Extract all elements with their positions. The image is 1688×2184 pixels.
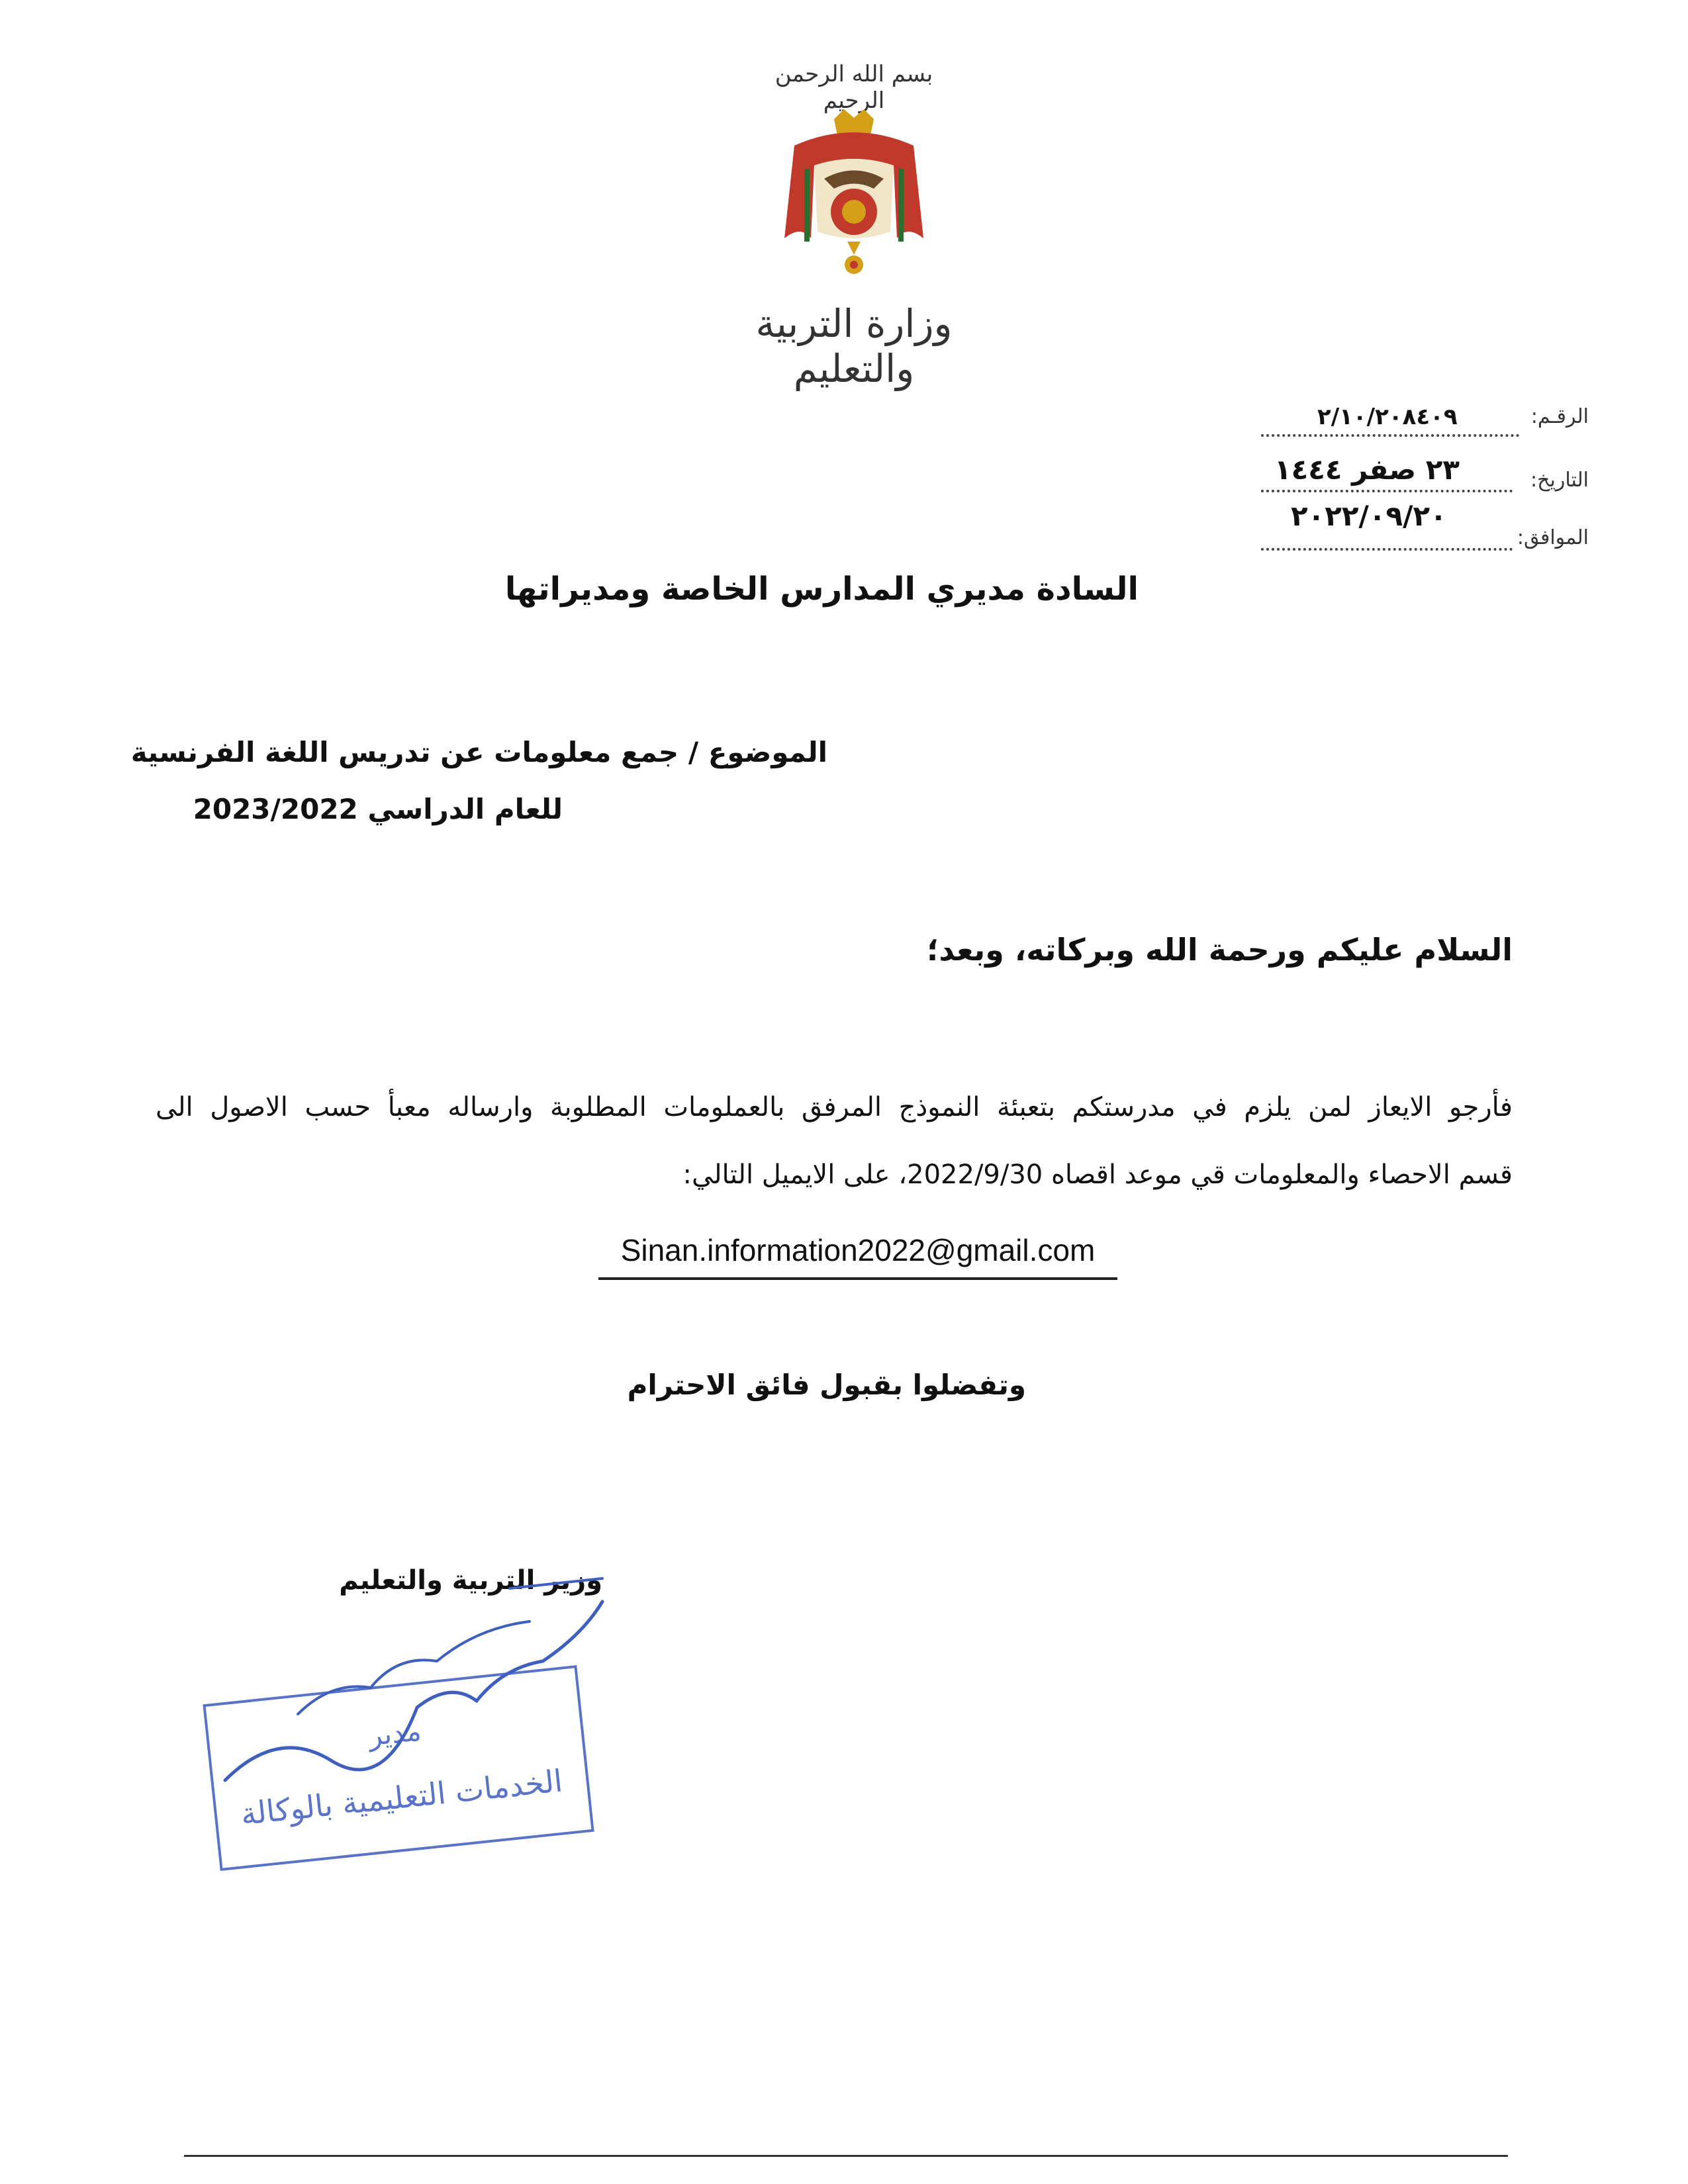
- hijri-date-value: ٢٣ صفر ١٤٤٤: [1274, 453, 1460, 486]
- gregorian-date-dots: [1261, 548, 1513, 551]
- closing-line: وتفضلوا بقبول فائق الاحترام: [627, 1369, 1026, 1401]
- signatory-title: وزير التربية والتعليم: [339, 1565, 602, 1596]
- stamp-title: مدير: [367, 1714, 423, 1752]
- reference-number-dots: [1261, 434, 1519, 437]
- ministry-name: وزارة التربية والتعليم: [755, 301, 953, 391]
- reference-number-value: ٢/١٠/٢٠٨٤٠٩: [1317, 404, 1458, 430]
- footer-divider: [184, 2155, 1508, 2157]
- greeting: السلام عليكم ورحمة الله وبركاته، وبعد؛: [927, 932, 1513, 968]
- date-label: التاريخ:: [1530, 469, 1589, 492]
- gregorian-date-value: ٢٠٢٢/٠٩/٢٠: [1291, 500, 1447, 532]
- recipient-line: السادة مديري المدارس الخاصة ومديراتها: [504, 570, 1139, 608]
- subject-line: الموضوع / جمع معلومات عن تدريس اللغة الفرنسية: [130, 736, 827, 768]
- body-paragraph-line1: فأرجو الايعاز لمن يلزم في مدرستكم بتعبئة النموذج المرفق بالعملومات المطلوبة وارساله معبأ حسب الاصول الى: [156, 1092, 1513, 1122]
- gregorian-date-label: الموافق:: [1517, 526, 1589, 549]
- academic-year-line: للعام الدراسي 2023/2022: [193, 793, 563, 825]
- email-address-link[interactable]: Sinan.information2022@gmail.com: [598, 1232, 1117, 1280]
- date-dots: [1261, 490, 1513, 492]
- stamp-text: الخدمات التعليمية بالوكالة: [239, 1762, 565, 1833]
- body-paragraph-line2: قسم الاحصاء والمعلومات قي موعد اقصاه 2022/9/30، على الايميل التالي:: [682, 1160, 1513, 1190]
- coat-of-arms-emblem: [768, 106, 940, 285]
- basmala: بسم الله الرحمن الرحيم: [774, 61, 933, 114]
- handwritten-signature: [199, 1562, 629, 1840]
- reference-number-label: الرقـم:: [1530, 405, 1589, 428]
